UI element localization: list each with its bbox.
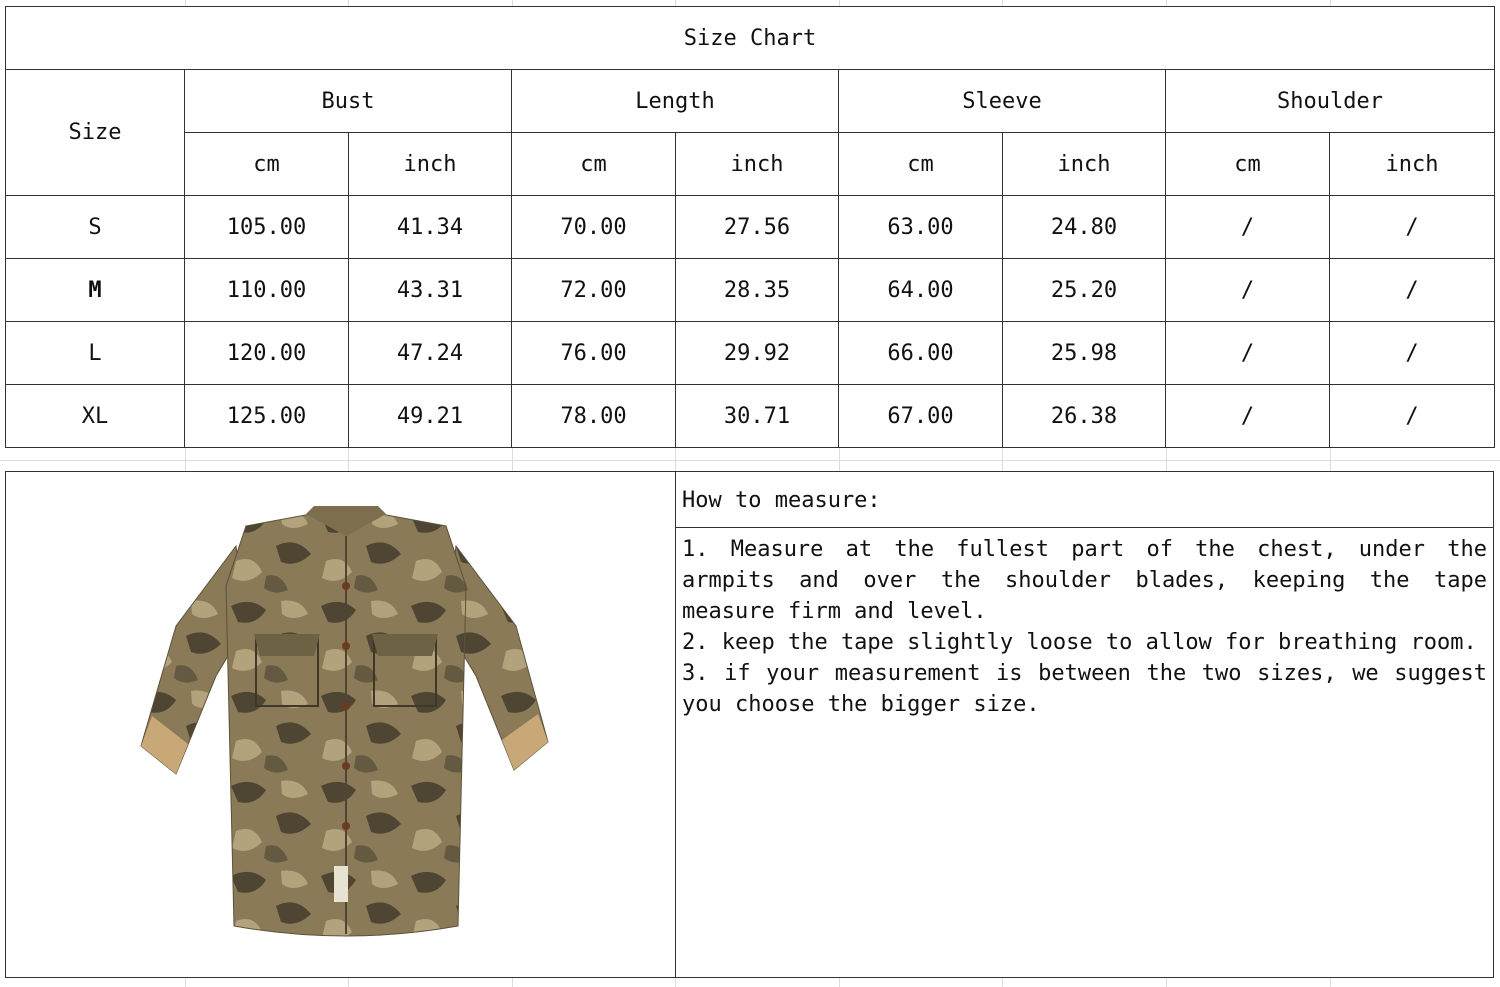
- value-cell: 28.35: [676, 259, 839, 322]
- sleeve-header: Sleeve: [839, 70, 1166, 133]
- measure-step: 1. Measure at the fullest part of the chest, under the armpits and over the shoulder blades, keeping the tape measure firm and level.: [682, 537, 1487, 624]
- value-cell: 26.38: [1003, 385, 1166, 448]
- size-cell: S: [6, 196, 185, 259]
- value-cell: 66.00: [839, 322, 1003, 385]
- size-cell: L: [6, 322, 185, 385]
- value-cell: 43.31: [349, 259, 512, 322]
- unit-header: cm: [839, 133, 1003, 196]
- grid-line: [0, 460, 1500, 461]
- value-cell: 70.00: [512, 196, 676, 259]
- size-cell: XL: [6, 385, 185, 448]
- table-row: [6, 196, 1495, 259]
- unit-header: inch: [349, 133, 512, 196]
- value-cell: /: [1166, 385, 1330, 448]
- value-cell: 41.34: [349, 196, 512, 259]
- value-cell: 125.00: [185, 385, 349, 448]
- value-cell: 63.00: [839, 196, 1003, 259]
- value-cell: /: [1330, 385, 1495, 448]
- bust-header: Bust: [185, 70, 512, 133]
- value-cell: 47.24: [349, 322, 512, 385]
- value-cell: 25.98: [1003, 322, 1166, 385]
- value-cell: 25.20: [1003, 259, 1166, 322]
- length-header: Length: [512, 70, 839, 133]
- value-cell: /: [1330, 259, 1495, 322]
- size-chart-table: [5, 6, 1495, 448]
- table-row: [6, 322, 1495, 385]
- value-cell: 105.00: [185, 196, 349, 259]
- value-cell: /: [1166, 259, 1330, 322]
- value-cell: 64.00: [839, 259, 1003, 322]
- value-cell: /: [1330, 322, 1495, 385]
- value-cell: 24.80: [1003, 196, 1166, 259]
- camouflage-shirt-icon: [136, 506, 556, 946]
- unit-header: inch: [1330, 133, 1495, 196]
- how-to-measure-cell: [676, 472, 1493, 977]
- unit-header: inch: [1003, 133, 1166, 196]
- size-cell: M: [6, 259, 185, 322]
- measure-section: [5, 471, 1494, 978]
- how-to-measure-title: How to measure:: [676, 472, 1493, 528]
- table-row: [6, 259, 1495, 322]
- value-cell: /: [1166, 196, 1330, 259]
- value-cell: 49.21: [349, 385, 512, 448]
- value-cell: 27.56: [676, 196, 839, 259]
- measure-step: 3. if your measurement is between the two sizes, we suggest you choose the bigger size.: [682, 661, 1487, 717]
- value-cell: /: [1166, 322, 1330, 385]
- value-cell: 110.00: [185, 259, 349, 322]
- table-row: [6, 385, 1495, 448]
- value-cell: 76.00: [512, 322, 676, 385]
- value-cell: 72.00: [512, 259, 676, 322]
- size-column-header: Size: [6, 70, 185, 196]
- unit-header: inch: [676, 133, 839, 196]
- unit-header: cm: [512, 133, 676, 196]
- value-cell: 67.00: [839, 385, 1003, 448]
- measure-steps: [676, 528, 1493, 720]
- shoulder-header: Shoulder: [1166, 70, 1495, 133]
- measure-step: 2. keep the tape slightly loose to allow for breathing room.: [682, 630, 1477, 655]
- table-title: Size Chart: [6, 7, 1495, 70]
- value-cell: 30.71: [676, 385, 839, 448]
- product-photo-cell: [6, 472, 676, 977]
- value-cell: /: [1330, 196, 1495, 259]
- value-cell: 120.00: [185, 322, 349, 385]
- value-cell: 78.00: [512, 385, 676, 448]
- unit-header: cm: [185, 133, 349, 196]
- unit-header: cm: [1166, 133, 1330, 196]
- value-cell: 29.92: [676, 322, 839, 385]
